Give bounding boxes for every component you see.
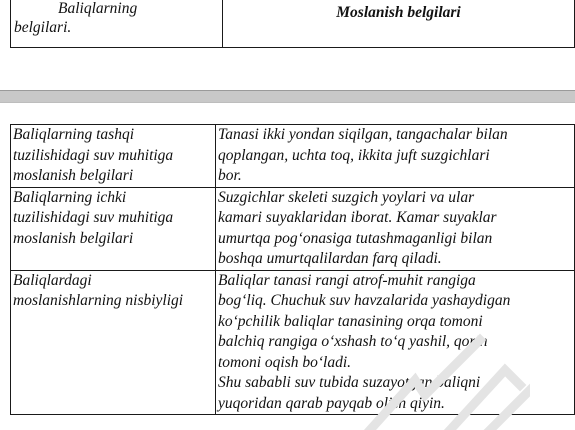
row-text-cell — [216, 187, 575, 270]
row-text-line: balchiq rangiga o‘xshash to‘q yashil, qorin — [218, 333, 488, 350]
row-label-line: tuzilishidagi suv muhitiga — [13, 146, 174, 164]
row-text-line: qoplangan, uchta toq, ikkita juft suzgichlari — [218, 146, 490, 164]
row-text-line: boshqa umurtqalilardan farq qiladi. — [218, 250, 442, 267]
header-col2-title: Moslanish belgilari — [336, 4, 461, 21]
row-text-line: yuqoridan qarab payqab olish qiyin. — [218, 394, 445, 412]
header-table — [10, 0, 575, 48]
page-break-gap — [0, 90, 575, 103]
row-text-cell — [216, 270, 575, 415]
table-row — [11, 187, 575, 270]
row-text-line: Suzgichlar skeleti suzgich yoylari va ular — [218, 188, 475, 206]
row-label-cell — [11, 187, 216, 270]
row-text-line: Tanasi ikki yondan siqilgan, tangachalar bilan — [218, 126, 508, 143]
row-label-line: moslanish belgilari — [13, 167, 134, 184]
header-cell-adaptation — [223, 0, 575, 48]
row-label-line: moslanishlarning nisbiyligi — [13, 292, 184, 309]
row-text-line: Baliqlar tanasi rangi atrof-muhit rangiga — [218, 271, 476, 289]
header-col1-line: Baliqlarning — [58, 0, 138, 17]
row-label-line: Baliqlardagi — [13, 271, 92, 289]
row-label-cell — [11, 125, 216, 188]
table-row — [11, 270, 575, 415]
row-text-cell — [216, 125, 575, 188]
row-text-line: bor. — [218, 167, 242, 184]
row-label-line: moslanish belgilari — [13, 229, 134, 247]
row-label-cell — [11, 270, 216, 415]
row-label-line: Baliqlarning ichki — [13, 188, 127, 206]
row-text-line: kamari suyaklaridan iborat. Kamar suyaklar — [218, 209, 497, 226]
row-label-line: Baliqlarning tashqi — [13, 126, 134, 143]
row-text-line: umurtqa pog‘onasiga tutashmaganligi bilan — [218, 229, 493, 247]
adaptation-table — [10, 124, 575, 415]
header-col1-line: belgilari. — [14, 19, 72, 36]
row-text-line: Shu sababli suv tubida suzayotgan baliqni — [218, 374, 481, 391]
row-label-line: tuzilishidagi suv muhitiga — [13, 209, 174, 226]
table-row — [11, 125, 575, 188]
header-cell-features — [11, 0, 223, 48]
page-top — [0, 0, 575, 90]
row-text-line: tomoni oqish bo‘ladi. — [218, 353, 352, 371]
row-text-line: bog‘liq. Chuchuk suv havzalarida yashaydigan — [218, 292, 511, 309]
row-text-line: ko‘pchilik baliqlar tanasining orqa tomoni — [218, 312, 483, 330]
header-row — [11, 0, 575, 48]
